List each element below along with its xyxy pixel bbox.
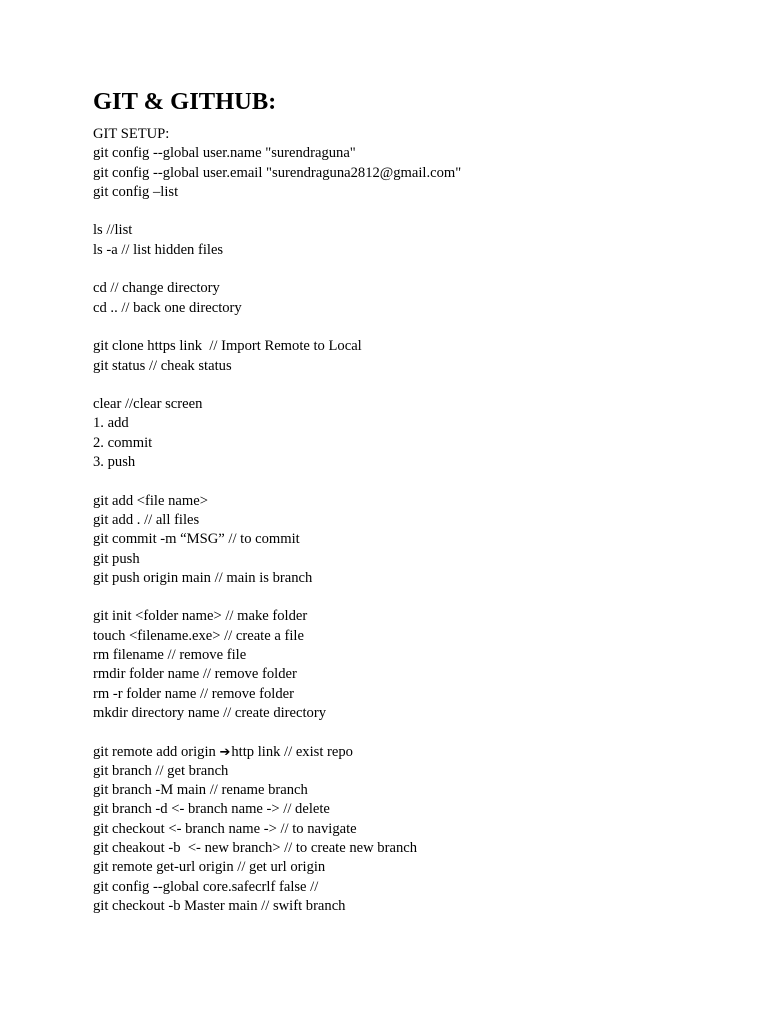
text-line: GIT SETUP: — [93, 126, 170, 142]
text-line: git branch -M main // rename branch — [93, 782, 308, 799]
text-line: rmdir folder name // remove folder — [93, 666, 297, 683]
text-line: git config --global user.name "surendraguna" — [93, 145, 356, 162]
text-line: git status // cheak status — [93, 357, 232, 374]
text-line: git init <folder name> // make folder — [93, 608, 308, 625]
remote-add-suffix: http link // exist repo — [231, 743, 353, 760]
remote-add-prefix: git remote add origin — [93, 743, 220, 760]
text-line: ls //list — [93, 222, 133, 239]
blank-line — [93, 202, 733, 221]
text-line: git checkout -b Master main // swift branch — [93, 897, 346, 914]
text-line: git clone https link // Import Remote to Local — [93, 338, 362, 355]
text-line: git push — [93, 550, 140, 567]
text-line: git commit -m “MSG” // to commit — [93, 531, 300, 548]
text-line: git config –list — [93, 183, 179, 200]
text-line: git branch -d <- branch name -> // delete — [93, 801, 330, 818]
text-line: mkdir directory name // create directory — [93, 704, 326, 721]
text-line: clear //clear screen — [93, 396, 203, 413]
text-line: git remote get-url origin // get url origin — [93, 859, 326, 876]
text-line: git add . // all files — [93, 511, 200, 528]
blank-line — [93, 472, 733, 491]
blank-line — [93, 588, 733, 607]
blank-line — [93, 260, 733, 279]
document-title: GIT & GITHUB: — [93, 88, 277, 115]
text-line: 1. add — [93, 415, 129, 432]
text-line: git checkout <- branch name -> // to navigate — [93, 820, 357, 837]
text-line: git config --global core.safecrlf false // — [93, 878, 319, 895]
text-line: git push origin main // main is branch — [93, 569, 313, 586]
text-line: git branch // get branch — [93, 762, 229, 779]
text-line: rm -r folder name // remove folder — [93, 685, 294, 702]
text-line: 3. push — [93, 454, 136, 471]
blank-line — [93, 376, 733, 395]
text-line: git add <file name> — [93, 492, 208, 509]
text-line: git cheakout -b <- new branch> // to create new branch — [93, 839, 418, 856]
text-line: cd // change directory — [93, 280, 220, 297]
remote-add-line — [93, 743, 733, 762]
text-line: cd .. // back one directory — [93, 299, 242, 316]
text-line: rm filename // remove file — [93, 647, 247, 664]
text-line: 2. commit — [93, 434, 153, 451]
text-line: git config --global user.email "surendraguna2812@gmail.com" — [93, 164, 462, 181]
document-body — [93, 125, 733, 916]
text-line: ls -a // list hidden files — [93, 241, 224, 258]
blank-line — [93, 723, 733, 742]
blank-line — [93, 318, 733, 337]
text-line: touch <filename.exe> // create a file — [93, 627, 304, 644]
right-arrow-icon: ➔ — [219, 744, 231, 760]
